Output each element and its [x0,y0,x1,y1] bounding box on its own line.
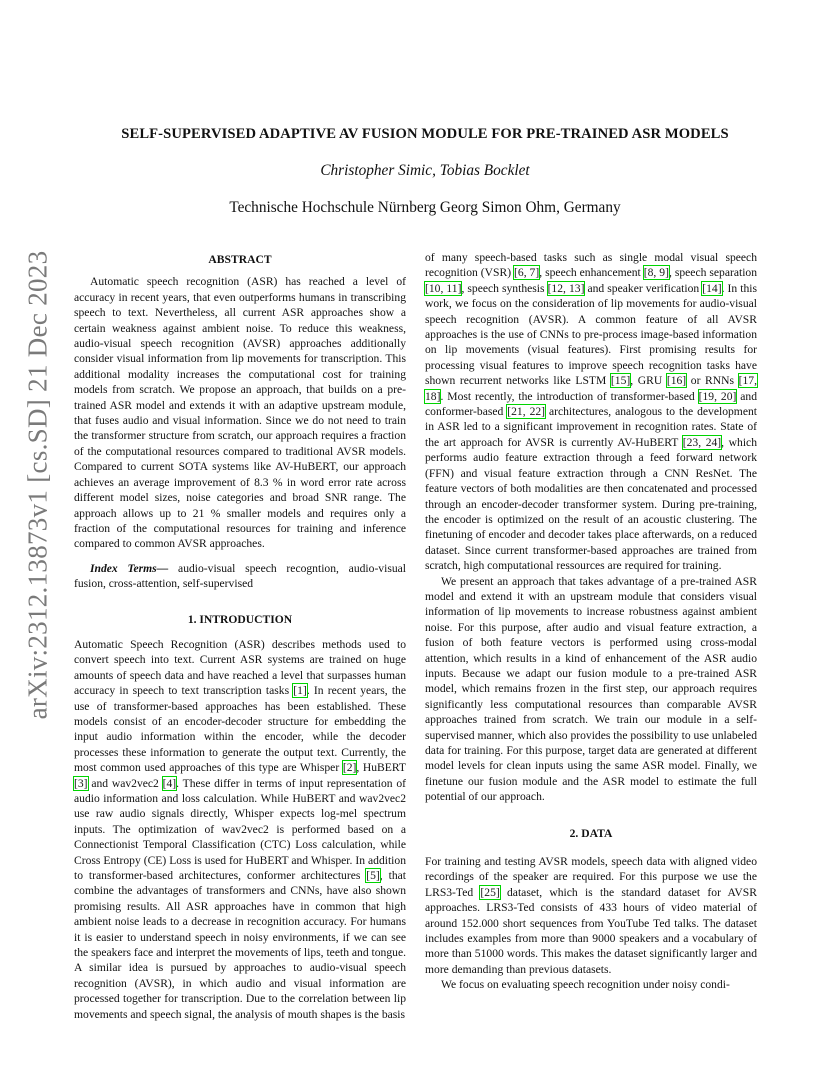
introduction-heading: 1. INTRODUCTION [187,612,293,626]
citation-link[interactable]: [17, 18] [425,374,757,403]
citation-link[interactable]: [25] [480,885,500,899]
abstract-heading: ABSTRACT [208,253,272,266]
arxiv-sidebar-stamp [18,250,58,720]
citation-link[interactable]: [19, 20] [698,389,737,403]
citation-link[interactable]: [5] [366,869,380,883]
paper-title: SELF-SUPERVISED ADAPTIVE AV FUSION MODULE FOR PRE-TRAINED ASR MODELS [121,126,729,142]
left-column [74,252,406,1022]
abstract-text: Automatic speech recognition (ASR) has reached a level of accuracy in recent years, that even outperforms humans in transcribing speech to text. Nevertheless, all current ASR approaches show a certain weakness against ambient noise. To reduce this weakness, audio-visual speech recognition (AVSR) approaches additionally consider visual information from lip movements for transcription. This additional modality increases the computational cost for training models from scratch. We propose an approach, that builds on a pre-trained ASR model and extends it with an adaptive upstream module, that fuses audio and visual information. Since we do not need to train the transformer structure from scratch, our approach requires a fraction of the computational resources compared to traditional AVSR models. Compared to current SOTA systems like AV-HuBERT, our approach achieves an average improvement of 8.3 % in word error rate across different model sizes, noise categories and broad SNR range. The approach allows up to 21 % smaller models and requires only a fraction of the computational resources for training and inference compared to common AVSR approaches. [74,275,406,551]
citation-link[interactable]: [1] [293,684,307,698]
index-terms-label: Index Terms— [90,561,169,575]
paper-affiliation: Technische Hochschule Nürnberg Georg Simon Ohm, Germany [229,199,621,216]
citation-link[interactable]: [6, 7] [514,266,540,280]
arxiv-id: arXiv:2312.13873v1 [cs.SD] 21 Dec 2023 [22,250,53,720]
citation-link[interactable]: [3] [74,776,88,790]
paper-authors: Christopher Simic, Tobias Bocklet [320,162,530,179]
intro-paragraph-1: Automatic Speech Recognition (ASR) describes methods used to convert speech into text. Current ASR systems are trained on huge amounts of speech data and have reached a level that surpasses human accuracy in speech to text transcription tasks [1]. In recent years, the use of transformer-based approaches has been established. These models consist of an encoder-decoder structure for embedding the input audio information within the encoder, while the decoder processes these information to generate the output text. Currently, the most common used approaches of this type are Whisper [2], HuBERT [3] and wav2vec2 [4]. These differ in terms of input representation of audio information and loss calculation. While HuBERT and wav2vec2 use raw audio signals directly, Whisper expects log-mel spectrum inputs. The optimization of wav2vec2 is performed based on a Connectionist Temporal Classification (CTC) Loss calculation, while Cross Entropy (CE) Loss is used for HuBERT and Whisper. In addition to transformer-based architectures, conformer architectures [5], that combine the advantages of transformers and CNNs, have also shown promising results. All ASR approaches have in common that high ambient noise leads to a decrease in recognition accuracy. For humans it is easier to understand speech in noisy environments, if we can see the speakers face and interpret the movements of lips, teeth and tongue. A similar idea is pursued by approaches to audio-visual speech recognition (AVSR), in which audio and visual information are processed together for transcription. Due to the correlation between lip movements and speech signal, the analysis of mouth shapes is the basis [74,637,406,1021]
data-paragraph-2: We focus on evaluating speech recognition under noisy condi- [441,978,730,992]
citation-link[interactable]: [4] [162,776,177,790]
index-terms [74,561,406,592]
right-column [425,250,757,993]
citation-link[interactable]: [10, 11] [425,281,462,295]
intro-paragraph-2: We present an approach that takes advantage of a pre-trained ASR model and extend it with an upstream module that considers visual information of lip movements to increase robustness against ambient noise. For this purpose, after audio and visual feature extraction, a fusion of both feature vectors is performed using cross-modal attention, which results in a kind of enhancement of the ASR audio inputs. Because we adapt our fusion module to a pre-trained ASR model, which remains frozen in the first step, our approach requires significantly less computational resources than comparable AVSR approaches trained from scratch. We train our module in a self-supervised manner, which also provides the possibility to use unlabeled data for training. For this purpose, target data are generated at different model levels for clean inputs using the same ASR model. Finally, we finetune our fusion module and the ASR model to estimate the full potential of our approach. [425,574,757,804]
intro-paragraph-1-continued: of many speech-based tasks such as single modal visual speech recognition (VSR) [6, 7], speech enhancement [8, 9], speech separation [10, 11], speech synthesis [12, 13] and speaker verification [14]. In this work, we focus on the consideration of lip movements for audio-visual speech recognition (AVSR). A common feature of all AVSR approaches is the use of CNNs to pre-process image-based information on lip movements (visual features). First promising results for processing visual features to improve speech recognition tasks have shown recurrent networks like LSTM [15], GRU [16] or RNNs [17, 18]. Most recently, the introduction of transformer-based [19, 20] and conformer-based [21, 22] architectures, analogous to the development in ASR led to a significant improvement in recognition rates. State of the art approach for AVSR is currently AV-HuBERT [23, 24], which performs audio feature extraction through a feed forward network (FFN) and visual feature extraction through a CNN ResNet. The feature vectors of both modalities are then concatenated and processed through an encoder-decoder transformer system. During pre-training, the encoder is optimized on the result of an acoustic clustering. The finetuning of encoder and decoder takes place afterwards, on a reduced dataset. Since current transformer-based approaches are trained from scratch, high computational ressources are required for training. [425,251,758,573]
data-paragraph-1: For training and testing AVSR models, speech data with aligned video recordings of the speaker are required. For this purpose we use the LRS3-Ted [25] dataset, which is the standard dataset for AVSR approaches. LRS3-Ted consists of 433 hours of video material of around 152.000 short sequences from YouTube Ted talks. The dataset includes examples from more than 9000 speakers and a vocabulary of more than 51000 words. This makes the dataset significantly larger and more demanding than previous datasets. [425,855,757,976]
citation-link[interactable]: [2] [342,761,357,775]
citation-link[interactable]: [8, 9] [643,266,669,280]
citation-link[interactable]: [12, 13] [547,281,585,295]
citation-link[interactable]: [21, 22] [507,405,546,419]
citation-link[interactable]: [14] [702,281,722,295]
citation-link[interactable]: [16] [666,374,687,388]
index-terms-text: audio-visual speech recogntion, audio-visual fusion, cross-attention, self-supervised [74,561,406,591]
citation-link[interactable]: [15] [610,374,631,388]
data-heading: 2. DATA [569,826,613,840]
citation-link[interactable]: [23, 24] [682,435,722,449]
